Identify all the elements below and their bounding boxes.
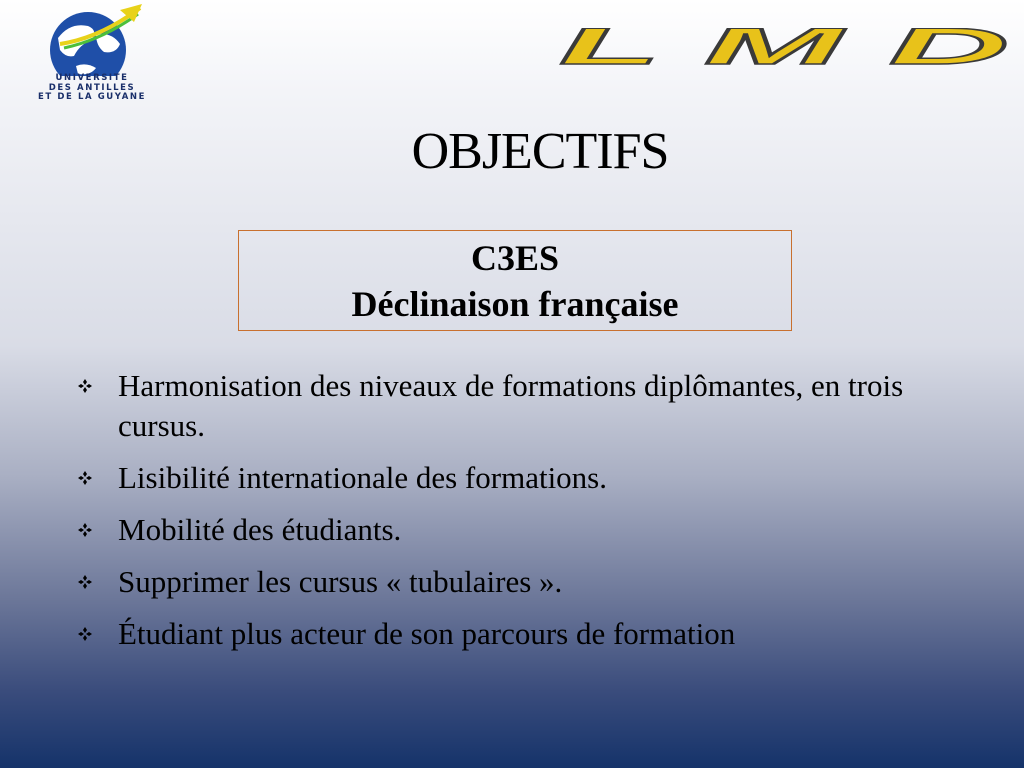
subtitle-line-2: Déclinaison française <box>351 284 679 324</box>
bullet-text: Étudiant plus acteur de son parcours de formation <box>118 616 736 651</box>
bullet-text: Lisibilité internationale des formations. <box>118 460 607 495</box>
university-logo <box>30 4 154 104</box>
logo-line-3: ET DE LA GUYANE <box>37 92 147 102</box>
subtitle-line-1: C3ES <box>470 238 560 278</box>
slide-title: OBJECTIFS <box>411 123 669 180</box>
diamond-bullet-icon <box>78 471 92 485</box>
bullet-item <box>78 458 978 498</box>
bullet-text: Supprimer les cursus « tubulaires ». <box>118 564 563 599</box>
globe-icon <box>30 4 154 76</box>
bullet-list <box>78 366 978 666</box>
bullet-text: Harmonisation des niveaux de formations diplômantes, en trois cursus. <box>118 368 904 443</box>
lmd-text: L M D <box>559 28 1009 72</box>
bullet-text: Mobilité des étudiants. <box>118 512 402 547</box>
diamond-bullet-icon <box>78 523 92 537</box>
bullet-item <box>78 562 978 602</box>
bullet-item <box>78 510 978 550</box>
diamond-bullet-icon <box>78 379 92 393</box>
lmd-banner <box>554 28 1014 72</box>
logo-line-2: DES ANTILLES <box>48 82 136 93</box>
subtitle-box <box>238 230 792 331</box>
logo-line-1: UNIVERSITE <box>55 73 129 83</box>
bullet-item <box>78 366 978 446</box>
diamond-bullet-icon <box>78 627 92 641</box>
bullet-item <box>78 614 978 654</box>
diamond-bullet-icon <box>78 575 92 589</box>
